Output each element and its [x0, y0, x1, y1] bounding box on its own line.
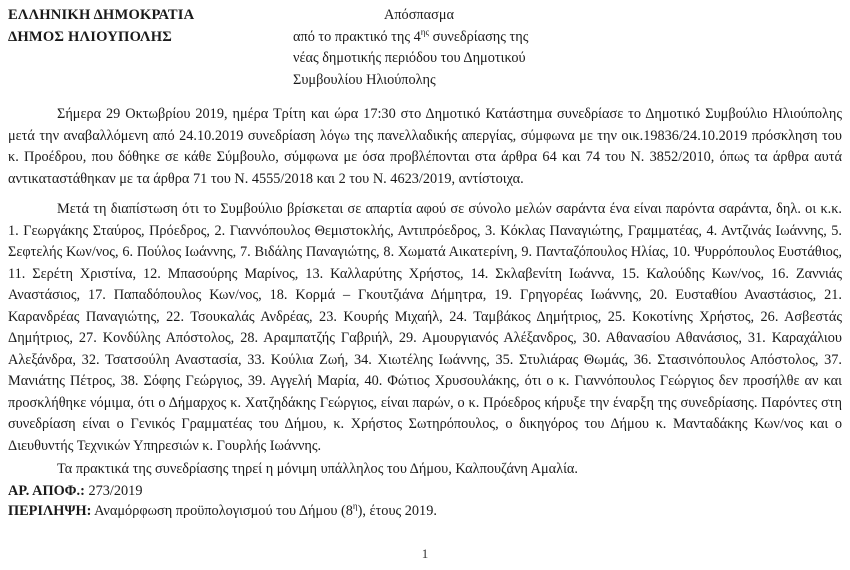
paragraph-quorum-attendance: Μετά τη διαπίστωση ότι το Συμβούλιο βρίσκεται σε απαρτία αφού σε σύνολο μελών σαράντα ένα είναι παρόντα σαράντα, δηλ. οι κ.κ. 1. Γεωργάκης Σταύρος, Πρόεδρος, 2. Γιαννόπουλος Θεμιστοκλής, Αντιπρόεδρος, 3. Κόκλας Παναγιώτης, Γραμματέας, 4. Αντζινάς Ιωάννης, 5. Σεφτελής Κων/νος, 6. Πούλος Ιωάννης, 7. Βιδάλης Παναγιώτης, 8. Χωματά Αικατερίνη, 9. Πανταζόπουλος Ηλίας, 10. Ψυρρόπουλος Ευστάθιος, 11. Σερέτη Χριστίνα, 12. Μπασούρης Μαρίνος, 13. Καλλαρύτης Χρήστος, 14. Σκλαβενίτη Ιωάννα, 15. Καλούδης Κων/νος, 16. Ζαννιάς Αναστάσιος, 17. Παπαδόπουλος Κων/νος, 18. Κορμά – Γκουτζιάνα Δήμητρα, 19. Γρηγορέας Ιωάννης, 20. Ευσταθίου Αναστάσιος, 21. Καρανδρέας Παναγιώτης, 22. Τσουκαλάς Ανδρέας, 23. Κουρής Μιχαήλ, 24. Ταμβάκος Δημήτριος, 25. Κοκοτίνης Χρήστος, 26. Ασβεστάς Δημήτριος, 27. Κονδύλης Απόστολος, 28. Αραμπατζής Γαβριήλ, 29. Αμουργιανός Αλέξανδρος, 30. Αθανασίου Αθανάσιος, 31. Καραχάλιου Αλεξάνδρα, 32. Τσατσούλη Αναστασία, 33. Κούλια Ζωή, 34. Χιωτέλης Ιωάννης, 35. Στυλιάρας Θωμάς, 36. Στασινόπουλος Απόστολος, 37. Μανιάτης Πέτρος, 38. Σόφης Γεώργιος, 39. Αγγελή Μαρία, 40. Φώτιος Χρυσουλάκης, ότι ο κ. Γιαννόπουλος Γεώργιος δεν προσήλθε αν και προσκλήθηκε νόμιμα, ότι ο Δήμαρχος κ. Χατζηδάκης Γεώργιος, είναι παρών, ο κ. Πρόεδρος κήρυξε την έναρξη της συνεδρίασης. Παρόντες στη συνεδρίαση είναι ο Γενικός Γραμματέας του Δήμου, κ. Χρήστος Σωτηρόπουλος, ο δικηγόρος του Δήμου κ. Μανταδάκης Κων/νος και ο Διευθυντής Τεχνικών Υπηρεσιών κ. Γουρλής Ιωάννης. — [8, 201, 842, 454]
session-ordinal-superscript: ης — [420, 26, 430, 37]
org-name-line2: ΔΗΜΟΣ ΗΛΙΟΥΠΟΛΗΣ — [8, 28, 173, 45]
excerpt-heading-block — [293, 5, 545, 92]
summary-text — [94, 503, 437, 519]
paragraph-minutes-keeper: Τα πρακτικά της συνεδρίασης τηρεί η μόνιμη υπάλληλος του Δήμου, Καλπουζάνη Αμαλία. — [57, 461, 578, 477]
page-number: 1 — [421, 546, 429, 561]
excerpt-subtitle-line1-post: συνεδρίασης της — [429, 28, 529, 45]
summary-line — [8, 501, 842, 522]
excerpt-subtitle-line1 — [293, 27, 545, 49]
summary-text-pre: Αναμόρφωση προϋπολογισμού του Δήμου (8 — [94, 503, 353, 519]
excerpt-title: Απόσπασμα — [384, 7, 454, 23]
excerpt-subtitle-line3: Συμβουλίου Ηλιούπολης — [293, 72, 436, 89]
decision-number-line — [8, 481, 842, 502]
decision-number-value: 273/2019 — [88, 482, 143, 499]
excerpt-subtitle-line1-pre: από το πρακτικό της 4 — [293, 28, 421, 45]
budget-ordinal-superscript: η — [352, 501, 358, 512]
decision-number-label: ΑΡ. ΑΠΟΦ.: — [8, 482, 85, 499]
document-header — [8, 5, 842, 91]
summary-text-post: ), έτους 2019. — [357, 503, 437, 519]
paragraph-session-intro: Σήμερα 29 Οκτωβρίου 2019, ημέρα Τρίτη και ώρα 17:30 στο Δημοτικό Κατάστημα συνεδρίασε το Δημοτικό Συμβούλιο Ηλιούπολης μετά την αναβαλλόμενη από 24.10.2019 συνεδρίαση λόγω της πανελλαδικής απεργίας, σύμφωνα με την οικ.19836/24.10.2019 πρόσκληση του κ. Προέδρου, που δόθηκε σε κάθε Σύμβουλο, σύμφωνα με όσα προβλέπονται στα άρθρα 64 και 74 του Ν. 3852/2010, όπως τα άρθρα αυτά αντικαταστάθηκαν με τα άρθρα 71 του Ν. 4555/2018 και 2 του Ν. 4623/2019, αντίστοιχα. — [8, 106, 842, 187]
org-name-line1: ΕΛΛΗΝΙΚΗ ΔΗΜΟΚΡΑΤΙΑ — [8, 7, 195, 23]
summary-label: ΠΕΡΙΛΗΨΗ: — [8, 503, 92, 519]
excerpt-subtitle-line2: νέας δημοτικής περιόδου του Δημοτικού — [293, 50, 526, 67]
